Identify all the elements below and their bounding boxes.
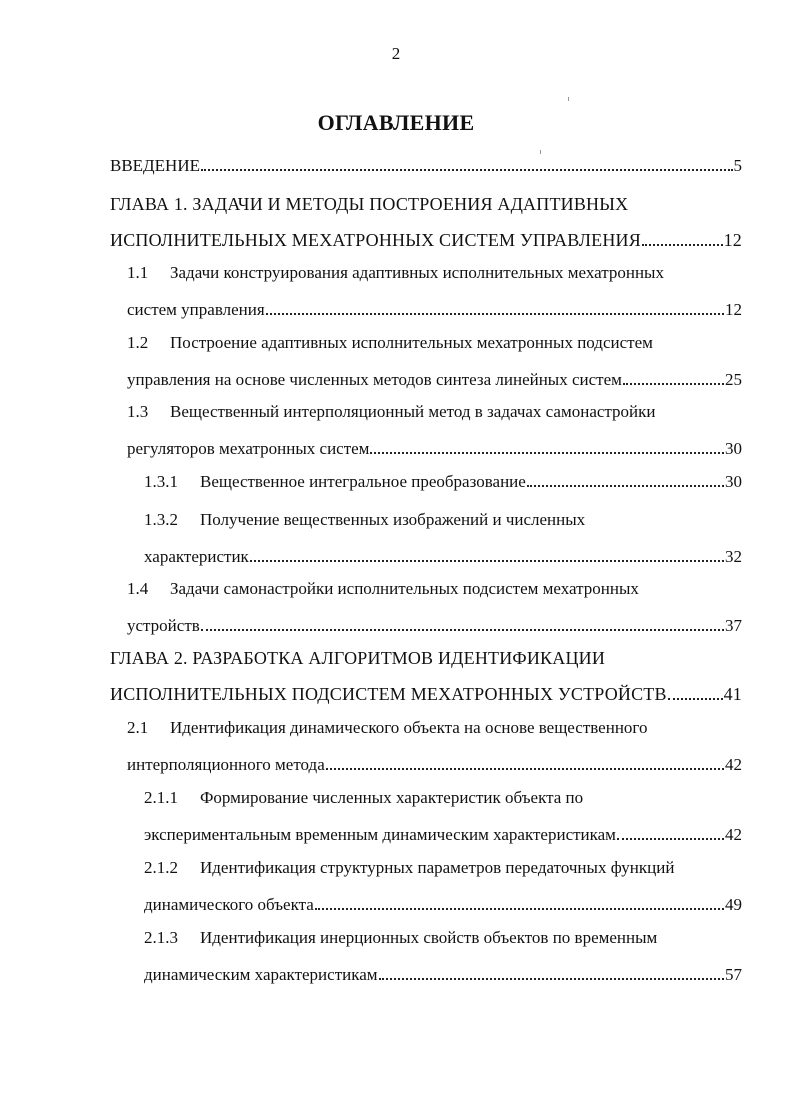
- scan-speck: [568, 97, 569, 101]
- dot-leader: [250, 546, 724, 562]
- section-number: 2.1.3: [144, 928, 178, 947]
- dot-leader: [379, 964, 724, 980]
- toc-entry-2-1[interactable]: [127, 718, 742, 790]
- section-number: 1.1: [127, 263, 149, 282]
- toc-entry-text-line2: управления на основе численных методов синтеза линейных систем: [127, 370, 622, 389]
- dot-leader: [201, 615, 724, 631]
- toc-entry-page: 12: [723, 230, 742, 250]
- toc-entry-page: 30: [725, 439, 742, 458]
- dot-leader: [266, 299, 724, 315]
- dot-leader: [370, 438, 724, 454]
- toc-entry-text-line2: интерполяционного метода: [127, 755, 325, 774]
- toc-entry-introduction[interactable]: [110, 155, 742, 191]
- toc-entry-text-line1: Получение вещественных изображений и численных: [200, 510, 586, 529]
- toc-entry-text-line2: динамического объекта: [144, 895, 314, 914]
- dot-leader: [617, 824, 724, 840]
- toc-entry-text-line2: ИСПОЛНИТЕЛЬНЫХ МЕХАТРОННЫХ СИСТЕМ УПРАВЛЕНИЯ: [110, 230, 641, 250]
- toc-entry-1-3[interactable]: [127, 402, 742, 474]
- section-number: 1.3.1: [144, 472, 178, 491]
- section-number: 1.3.2: [144, 510, 178, 529]
- section-number: 1.2: [127, 333, 149, 352]
- toc-entry-page: 41: [723, 684, 742, 704]
- toc-entry-1-3-2[interactable]: [144, 510, 742, 582]
- toc-entry-text-line1: Идентификация инерционных свойств объектов по временным: [200, 928, 658, 947]
- toc-entry-page: 30: [725, 472, 742, 491]
- toc-entry-page: 25: [725, 370, 742, 389]
- page-number: 2: [391, 44, 401, 63]
- toc-entry-page: 42: [725, 755, 742, 774]
- toc-entry-text-line1: Вещественный интерполяционный метод в задачах самонастройки: [170, 402, 656, 421]
- toc-entry-2-1-2[interactable]: [144, 858, 742, 930]
- toc-entry-text-line1: ГЛАВА 2. РАЗРАБОТКА АЛГОРИТМОВ ИДЕНТИФИКАЦИИ: [110, 648, 606, 668]
- toc-entry-text-line1: Формирование численных характеристик объекта по: [200, 788, 584, 807]
- toc-entry-page: 49: [725, 895, 742, 914]
- toc-entry-page: 37: [725, 616, 742, 635]
- toc-entry-page: 5: [733, 156, 742, 175]
- toc-entry-text-line1: Идентификация динамического объекта на основе вещественного: [170, 718, 648, 737]
- toc-entry-1-4[interactable]: [127, 579, 742, 651]
- toc-entry-1-1[interactable]: [127, 263, 742, 335]
- dot-leader: [668, 684, 723, 700]
- toc-entry-text-line2: экспериментальным временным динамическим характеристикам: [144, 825, 616, 844]
- scan-speck: [540, 150, 541, 154]
- toc-entry-text: ВВЕДЕНИЕ: [110, 156, 200, 175]
- toc-title: ОГЛАВЛЕНИЕ: [317, 110, 475, 135]
- dot-leader: [623, 369, 724, 385]
- toc-entry-text-line2: динамическим характеристикам: [144, 965, 378, 984]
- section-number: 1.3: [127, 402, 149, 421]
- toc-entry-text-line1: Построение адаптивных исполнительных мехатронных подсистем: [170, 333, 653, 352]
- toc-entry-2-1-3[interactable]: [144, 928, 742, 1000]
- toc-entry-1-3-1[interactable]: [144, 471, 742, 507]
- section-number: 1.4: [127, 579, 149, 598]
- dot-leader: [527, 471, 724, 487]
- section-number: 2.1: [127, 718, 149, 737]
- toc-entry-text-line2: устройств: [127, 616, 200, 635]
- toc-entry-page: 57: [725, 965, 742, 984]
- toc-entry-text: Вещественное интегральное преобразование: [200, 472, 526, 491]
- toc-entry-page: 12: [725, 300, 742, 319]
- toc-entry-text-line2: регуляторов мехатронных систем: [127, 439, 370, 458]
- toc-entry-page: 42: [725, 825, 742, 844]
- dot-leader: [201, 155, 733, 171]
- toc-entry-text-line1: Задачи конструирования адаптивных исполнительных мехатронных: [170, 263, 664, 282]
- toc-entry-chapter-2[interactable]: [110, 648, 742, 720]
- toc-entry-text-line1: Задачи самонастройки исполнительных подсистем мехатронных: [170, 579, 639, 598]
- dot-leader: [642, 230, 723, 246]
- toc-entry-chapter-1[interactable]: [110, 194, 742, 266]
- section-number: 2.1.1: [144, 788, 178, 807]
- toc-entry-text-line2: характеристик: [144, 547, 249, 566]
- toc-entry-text-line2: ИСПОЛНИТЕЛЬНЫХ ПОДСИСТЕМ МЕХАТРОННЫХ УСТРОЙСТВ: [110, 684, 667, 704]
- dot-leader: [326, 754, 724, 770]
- toc-entry-text-line1: Идентификация структурных параметров передаточных функций: [200, 858, 675, 877]
- toc-entry-1-2[interactable]: [127, 333, 742, 405]
- toc-entry-2-1-1[interactable]: [144, 788, 742, 860]
- dot-leader: [315, 894, 724, 910]
- toc-entry-text-line1: ГЛАВА 1. ЗАДАЧИ И МЕТОДЫ ПОСТРОЕНИЯ АДАПТИВНЫХ: [110, 194, 629, 214]
- section-number: 2.1.2: [144, 858, 178, 877]
- toc-entry-page: 32: [725, 547, 742, 566]
- toc-entry-text-line2: систем управления: [127, 300, 265, 319]
